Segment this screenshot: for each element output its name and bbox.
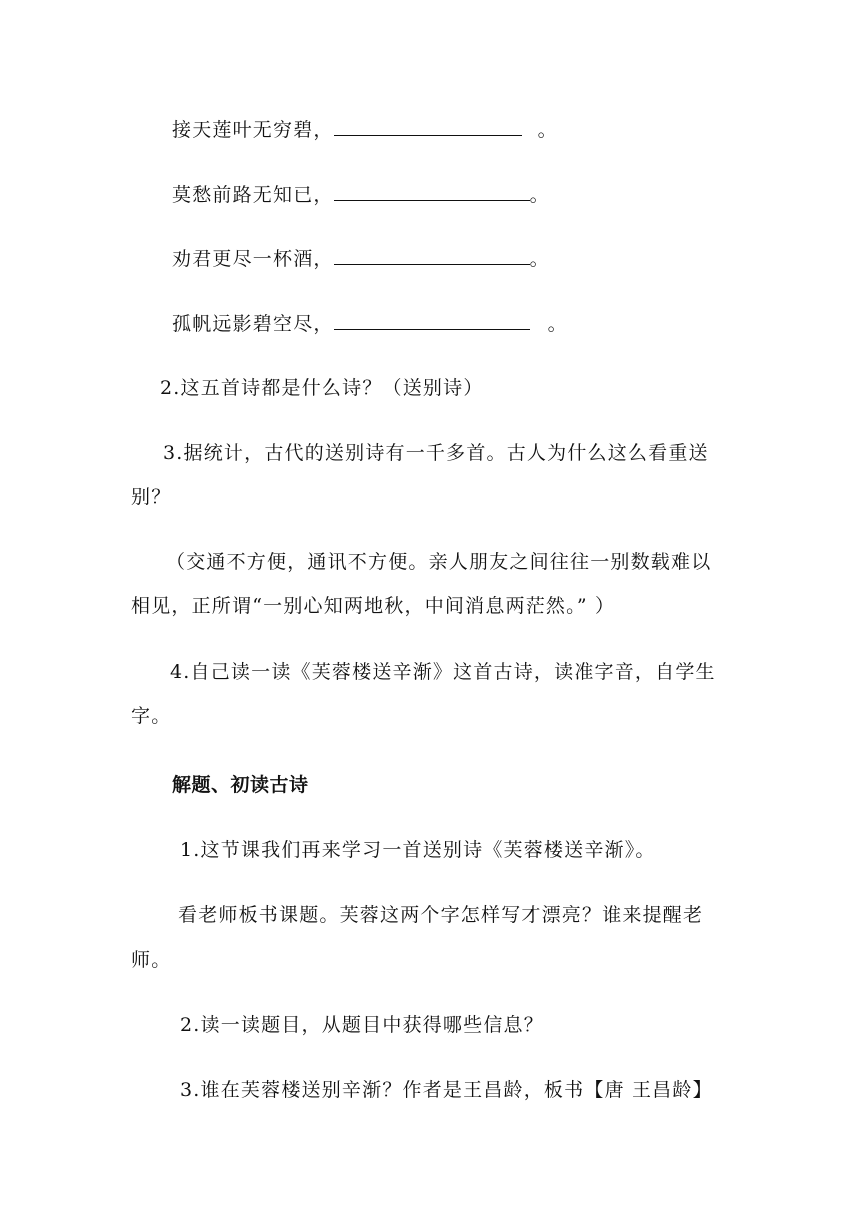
section-heading: 解题、初读古诗 xyxy=(172,774,309,796)
answer-blank[interactable] xyxy=(334,246,530,265)
section-item-1b-line-2: 师。 xyxy=(131,949,172,971)
answer-blank[interactable] xyxy=(334,311,530,330)
poem-line-2 xyxy=(172,182,550,207)
question-4-line-2: 字。 xyxy=(131,705,172,727)
poem-line-text: 接天莲叶无穷碧， xyxy=(172,119,334,141)
section-item-3: 3.谁在芙蓉楼送别辛渐？作者是王昌龄，板书【唐 王昌龄】 xyxy=(180,1079,713,1101)
poem-line-end: 。 xyxy=(537,119,558,141)
poem-line-1 xyxy=(172,117,558,142)
section-item-1b-line-1: 看老师板书课题。芙蓉这两个字怎样写才漂亮？谁来提醒老 xyxy=(178,904,704,926)
poem-line-end: 。 xyxy=(529,248,550,270)
question-4-line-1: 4.自己读一读《芙蓉楼送辛渐》这首古诗，读准字音，自学生 xyxy=(170,661,716,683)
answer-3-line-2: 相见，正所谓“一别心知两地秋，中间消息两茫然。” ） xyxy=(131,595,616,617)
poem-line-text: 劝君更尽一杯酒， xyxy=(172,248,334,270)
question-2: 2.这五首诗都是什么诗？（送别诗） xyxy=(160,377,484,399)
poem-line-text: 莫愁前路无知已， xyxy=(172,184,334,206)
answer-blank[interactable] xyxy=(334,117,522,136)
section-item-1: 1.这节课我们再来学习一首送别诗《芙蓉楼送辛渐》。 xyxy=(180,839,656,861)
answer-blank[interactable] xyxy=(334,182,530,201)
section-item-2: 2.读一读题目，从题目中获得哪些信息？ xyxy=(180,1014,544,1036)
answer-3-line-1: （交通不方便，通讯不方便。亲人朋友之间往往一别数载难以 xyxy=(166,551,712,573)
poem-line-end: 。 xyxy=(547,313,568,335)
question-3-line-2: 别？ xyxy=(131,486,172,508)
poem-line-4 xyxy=(172,311,568,336)
poem-line-text: 孤帆远影碧空尽， xyxy=(172,313,334,335)
question-3-line-1: 3.据统计，古代的送别诗有一千多首。古人为什么这么看重送 xyxy=(163,442,709,464)
poem-line-end: 。 xyxy=(529,184,550,206)
poem-line-3 xyxy=(172,246,550,271)
